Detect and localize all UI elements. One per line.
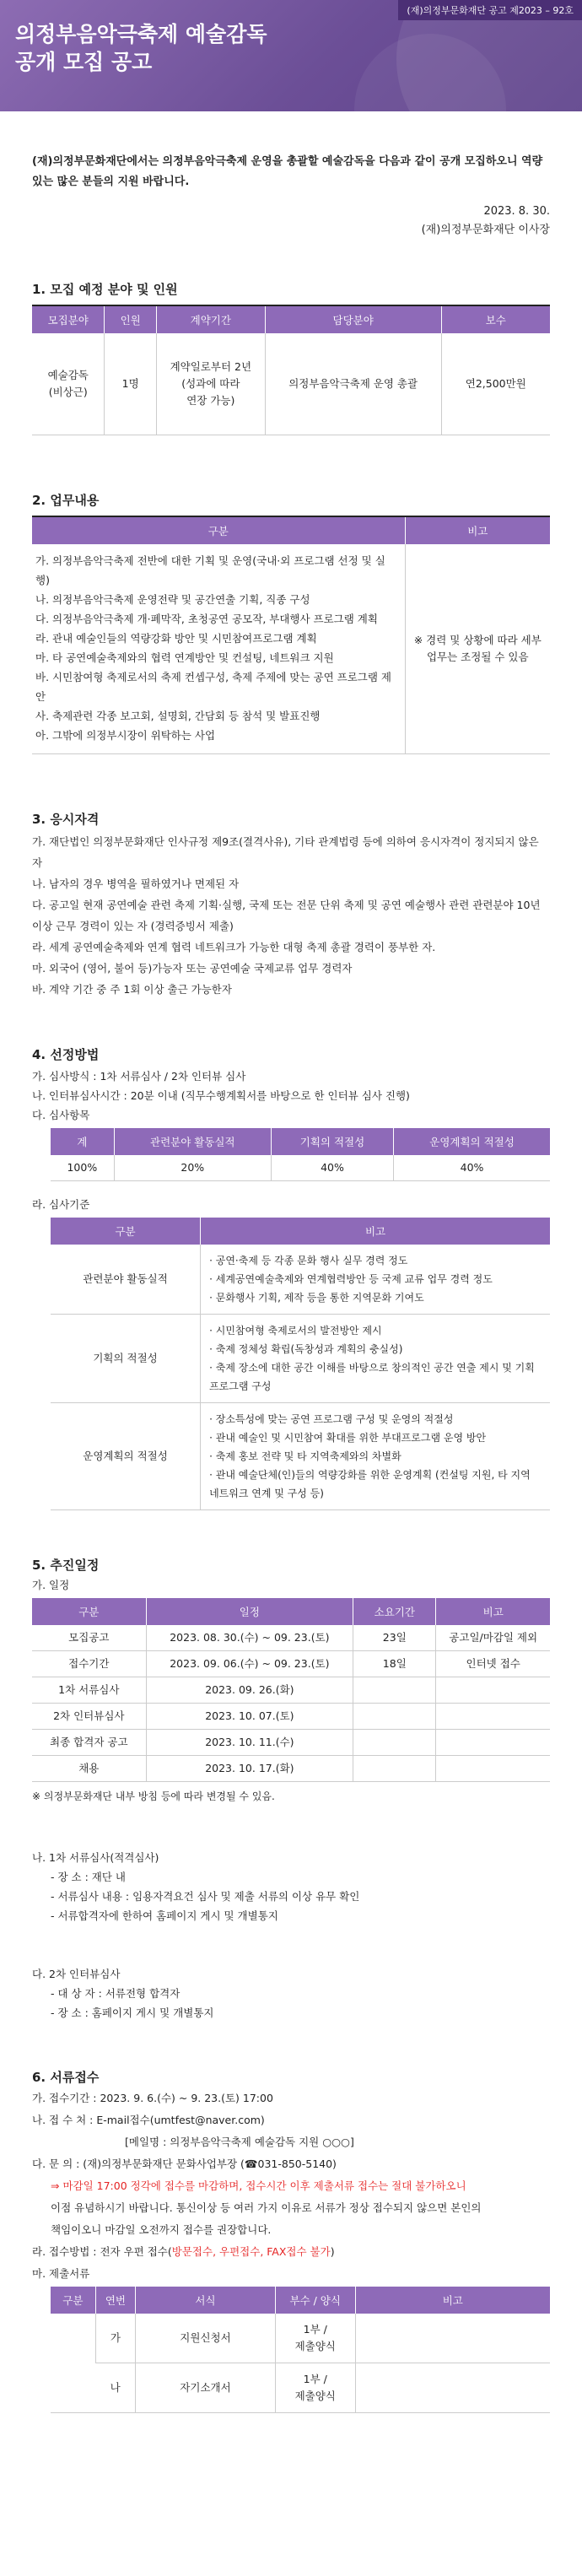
col-header: 비고 (405, 517, 550, 544)
section-duties (0, 488, 582, 754)
list-item: 다. 의정부음악극축제 개·폐막작, 초청공연 공모작, 부대행사 프로그램 계획 (35, 613, 378, 625)
table-cell: 40% (271, 1155, 393, 1181)
interview-title: 다. 2차 인터뷰심사 (32, 1968, 121, 1980)
col-header: 구분 (32, 1598, 146, 1625)
col-header: 보수 (441, 306, 550, 333)
col-header: 구분 (51, 1218, 201, 1245)
col-header: 일정 (146, 1598, 353, 1625)
header-banner (0, 0, 582, 111)
duties-note: ※ 경력 및 상황에 따라 세부업무는 조정될 수 있음 (405, 544, 550, 754)
criteria-point: · 문화행사 기획, 제작 등을 통한 지역문화 기여도 (209, 1292, 424, 1304)
eligibility-list (32, 831, 550, 1000)
criteria-point: · 공연·축제 등 각종 문화 행사 실무 경력 정도 (209, 1255, 408, 1266)
table-row: 1차 서류심사 2023. 09. 26.(화) (32, 1677, 550, 1704)
table-cell: 예술감독 (비상근) (32, 333, 105, 435)
section-recruitment (0, 277, 582, 435)
section-title: 6. 서류접수 (32, 2070, 100, 2085)
issue-date: 2023. 8. 30. (재)의정부문화재단 이사장 (421, 205, 550, 236)
table-row (51, 1315, 550, 1403)
schedule-note: ※ 의정부문화재단 내부 방침 등에 따라 변경될 수 있음. (32, 1790, 275, 1802)
col-header: 비고 (436, 1598, 550, 1625)
duties-table (32, 517, 550, 754)
criteria-name: 관련분야 활동실적 (51, 1245, 201, 1315)
page-title: 의정부음악극축제 예술감독 공개 모집 공고 (15, 22, 267, 74)
col-header: 구분 (51, 2287, 95, 2314)
table-cell: 40% (394, 1155, 550, 1181)
section-schedule (0, 1553, 582, 2022)
section-title: 1. 모집 예정 분야 및 인원 (32, 277, 550, 306)
table-row (51, 1245, 550, 1315)
criteria-point: · 축제 홍보 전략 및 타 지역축제와의 차별화 (209, 1450, 401, 1462)
col-header: 서식 (136, 2287, 276, 2314)
col-header: 계약기간 (156, 306, 265, 333)
col-header: 구분 (32, 517, 405, 544)
section-title: 2. 업무내용 (32, 488, 550, 517)
selection-line: 가. 심사방식 : 1차 서류심사 / 2차 인터뷰 심사 (32, 1070, 246, 1083)
criteria-point: · 축제 정체성 확립(독창성과 계획의 충실성) (209, 1343, 403, 1355)
intro-text: (재)의정부문화재단에서는 의정부음악극축제 운영을 총괄할 예술감독을 다음과 같이 공개 모집하오니 역량있는 많은 분들의 지원 바랍니다. (32, 155, 543, 188)
deadline-warning: 이점 유념하시기 바랍니다. 통신이상 등 여러 가지 이유로 서류가 정상 접수되지 않으면 본인의 (51, 2201, 482, 2214)
table-row: 최종 합격자 공고 2023. 10. 11.(수) (32, 1730, 550, 1756)
documents-table (51, 2287, 550, 2413)
table-row (51, 1155, 550, 1181)
list-item: - 서류합격자에 한하여 홈페이지 게시 및 개별통지 (51, 1909, 278, 1922)
criteria-name: 운영계획의 적절성 (51, 1403, 201, 1510)
col-header: 소요기간 (353, 1598, 436, 1625)
section-title: 3. 응시자격 (32, 812, 100, 827)
col-header: 관련분야 활동실적 (114, 1128, 271, 1155)
score-table (51, 1128, 550, 1181)
col-header: 모집분야 (32, 306, 105, 333)
list-item: 아. 그밖에 의정부시장이 위탁하는 사업 (35, 729, 216, 742)
col-header: 비고 (201, 1218, 550, 1245)
list-item: - 서류심사 내용 : 임용자격요건 심사 및 제출 서류의 이상 유무 확인 (51, 1890, 360, 1903)
criteria-point: · 시민참여형 축제로서의 발전방안 제시 (209, 1325, 382, 1337)
list-item: - 대 상 자 : 서류전형 합격자 (51, 1987, 181, 2000)
list-item: 나. 의정부음악극축제 운영전략 및 공간연출 기획, 직종 구성 (35, 593, 310, 606)
list-item: 라. 세계 공연예술축제와 연계 협력 네트워크가 가능한 대형 축제 총괄 경력이 풍부한 자. (32, 941, 436, 953)
list-item: 마. 외국어 (영어, 불어 등)가능자 또는 공연예술 국제교류 업무 경력자 (32, 962, 353, 975)
criteria-point: · 축제 장소에 대한 공간 이해를 바탕으로 창의적인 공간 연출 제시 및 기획 프로그램 구성 (209, 1362, 535, 1392)
submission-line: 가. 접수기간 : 2023. 9. 6.(수) ~ 9. 23.(토) 17:00 (32, 2092, 273, 2104)
criteria-point: · 장소특성에 맞는 공연 프로그램 구성 및 운영의 적절성 (209, 1413, 454, 1425)
col-header: 계 (51, 1128, 114, 1155)
col-header: 운영계획의 적절성 (394, 1128, 550, 1155)
col-header: 연번 (95, 2287, 135, 2314)
notice-number-badge: (재)의정부문화재단 공고 제2023 – 92호 (398, 0, 582, 20)
schedule-table (32, 1598, 550, 1782)
table-row: 가 지원신청서 1부 / 제출양식 (51, 2314, 550, 2363)
criteria-point: · 관내 예술인 및 시민참여 확대를 위한 부대프로그램 운영 방안 (209, 1432, 487, 1444)
col-header: 담당분야 (265, 306, 441, 333)
section-selection (0, 1042, 582, 1510)
deadline-warning: 책임이오니 마감일 오전까지 접수를 권장합니다. (51, 2223, 272, 2236)
list-item: - 장 소 : 홈페이지 게시 및 개별통지 (51, 2006, 214, 2019)
list-item: 다. 공고일 현재 공연예술 관련 축제 기획·실행, 국제 또는 전문 단위 축제 및 공연 예술행사 관련 관련분야 10년이상 근무 경력이 있는 자 (경력증빙서 제출) (32, 899, 541, 932)
section-title: 5. 추진일정 (32, 1558, 100, 1573)
list-item: 가. 재단법인 의정부문화재단 인사규정 제9조(결격사유), 기타 관계법령 등에 의하여 응시자격이 정지되지 않은 자 (32, 835, 539, 869)
table-cell: 1명 (105, 333, 156, 435)
col-header: 기획의 적절성 (271, 1128, 393, 1155)
submission-line: 다. 문 의 : (재)의정부문화재단 문화사업부장 (☎031-850-5140) (32, 2157, 337, 2170)
list-item: 마. 타 공연예술축제와의 협력 연계방안 및 컨설팅, 네트워크 지원 (35, 651, 334, 664)
section-eligibility (0, 807, 582, 1000)
criteria-point: · 세계공연예술축제와 연계협력방안 등 국제 교류 업무 경력 정도 (209, 1273, 493, 1285)
submission-method: 라. 접수방법 : 전자 우편 접수(방문접수, 우편접수, FAX접수 불가) (32, 2245, 335, 2258)
table-cell: 계약일로부터 2년 (성과에 따라 연장 가능) (156, 333, 265, 435)
table-cell: 연2,500만원 (441, 333, 550, 435)
submission-line: [메일명 : 의정부음악극축제 예술감독 지원 ○○○] (125, 2136, 354, 2148)
list-item: 사. 축제관련 각종 보고회, 설명회, 간담회 등 참석 및 발표진행 (35, 710, 321, 722)
table-cell: 의정부음악극축제 운영 총괄 (265, 333, 441, 435)
table-row: 나 자기소개서 1부 / 제출양식 (51, 2363, 550, 2413)
submission-line: 마. 제출서류 (32, 2267, 90, 2280)
selection-line: 라. 심사기준 (32, 1198, 90, 1211)
col-header: 부수 / 양식 (275, 2287, 355, 2314)
list-item: 바. 시민참여형 축제로서의 축제 컨셉구성, 축제 주제에 맞는 공연 프로그램 제안 (35, 671, 392, 703)
table-row: 2차 인터뷰심사 2023. 10. 07.(토) (32, 1704, 550, 1730)
col-header: 인원 (105, 306, 156, 333)
table-row: 모집공고 2023. 08. 30.(수) ~ 09. 23.(토) 23일 공고일/마감일 제외 (32, 1625, 550, 1651)
section-title: 4. 선정방법 (32, 1047, 100, 1062)
criteria-table (51, 1218, 550, 1510)
doc-review-title: 나. 1차 서류심사(적격심사) (32, 1851, 159, 1864)
selection-line: 나. 인터뷰심사시간 : 20분 이내 (직무수행계획서를 바탕으로 한 인터뷰 심사 진행) (32, 1089, 410, 1102)
schedule-sub: 가. 일정 (32, 1579, 70, 1591)
duties-list-cell (32, 544, 405, 754)
submission-line: 나. 접 수 처 : E-mail접수(umtfest@naver.com) (32, 2114, 265, 2126)
table-row (32, 333, 550, 435)
table-cell: 20% (114, 1155, 271, 1181)
table-row: 채용 2023. 10. 17.(화) (32, 1756, 550, 1782)
recruitment-table (32, 306, 550, 435)
selection-line: 다. 심사항목 (32, 1109, 90, 1121)
list-item: 라. 관내 예술인들의 역량강화 방안 및 시민참여프로그램 계획 (35, 632, 317, 645)
criteria-name: 기획의 적절성 (51, 1315, 201, 1403)
table-row: 접수기간 2023. 09. 06.(수) ~ 09. 23.(토) 18일 인터넷 접수 (32, 1651, 550, 1677)
criteria-point: · 관내 예술단체(인)들의 역량강화를 위한 운영계획 (컨설팅 지원, 타 지역 네트워크 연계 및 구성 등) (209, 1469, 531, 1499)
section-submission (0, 2065, 582, 2413)
col-header: 비고 (355, 2287, 550, 2314)
table-row (51, 1403, 550, 1510)
list-item: 가. 의정부음악극축제 전반에 대한 기획 및 운영(국내·외 프로그램 선정 및 실행) (35, 554, 385, 586)
deadline-warning: ⇒ 마감일 17:00 정각에 접수를 마감하며, 접수시간 이후 제출서류 접수는 절대 불가하오니 (51, 2179, 466, 2192)
list-item: - 장 소 : 재단 내 (51, 1871, 126, 1883)
table-cell: 100% (51, 1155, 114, 1181)
list-item: 바. 계약 기간 중 주 1회 이상 출근 가능한자 (32, 983, 232, 996)
list-item: 나. 남자의 경우 병역을 필하였거나 면제된 자 (32, 878, 240, 890)
duties-list (35, 551, 400, 745)
